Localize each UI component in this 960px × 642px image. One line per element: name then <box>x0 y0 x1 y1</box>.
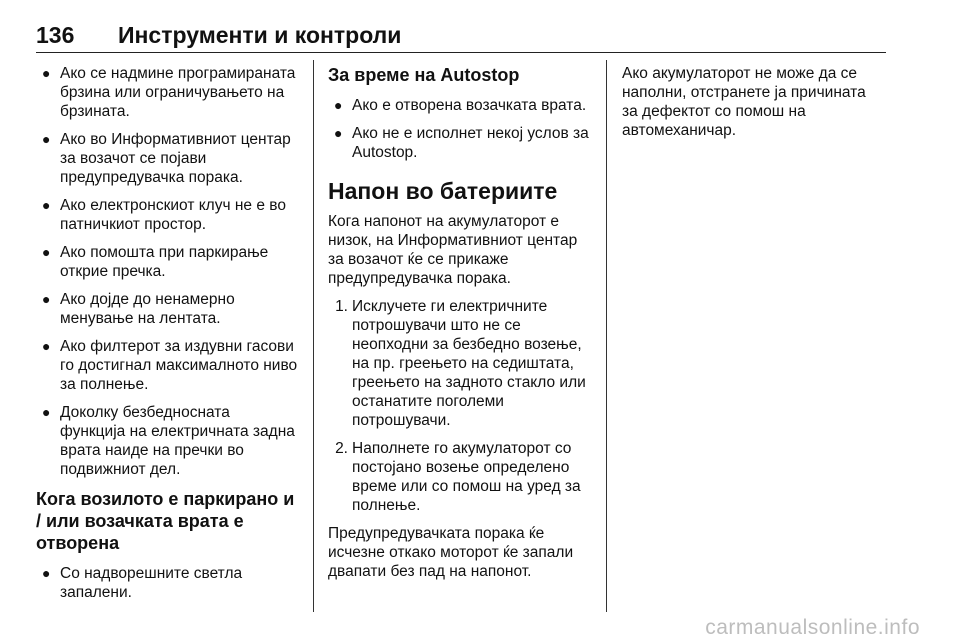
list-item: ● Ако филтерот за издувни гасови го достигнал максималното ниво за полнење. <box>42 338 298 393</box>
list-item: ● Ако не е исполнет некој услов за Autostop. <box>334 125 589 161</box>
list-item: ● Доколку безбедносната функција на електричната задна врата наиде на пречки во подвижниот дел. <box>42 404 295 478</box>
bullet-icon: ● <box>334 125 343 141</box>
column-middle <box>328 64 592 590</box>
subheading-autostop: За време на Autostop <box>328 65 520 85</box>
bullet-icon: ● <box>42 244 51 260</box>
section-heading-parked: Кога возилото е паркирано и / или возачката врата е отворена <box>36 489 295 553</box>
battery-intro: Кога напонот на акумулаторот е низок, на Информативниот центар за возачот ќе се прикаже предупредувачка порака. <box>328 213 578 287</box>
step-number: 2. <box>335 440 348 457</box>
list-item: ● Со надворешните светла запалени. <box>42 565 243 601</box>
bullet-icon: ● <box>42 131 51 147</box>
bullet-icon: ● <box>42 291 51 307</box>
battery-outro: Предупредувачката порака ќе исчезне откако моторот ќе запали двапати без пад на напонот. <box>328 525 574 580</box>
parked-list <box>36 564 298 602</box>
bullet-icon: ● <box>42 65 51 81</box>
list-item: ● Ако е отворена возачката врата. <box>334 97 587 114</box>
step-item: 1. Исклучете ги електричните потрошувачи што не се неопходни за безбедно возење, на пр. греењето на седиштата, греењето на задното стакло или останатите поголеми потрошувачи. <box>328 297 592 430</box>
autostop-list <box>328 96 592 162</box>
section-title-battery: Напон во батериите <box>328 178 558 204</box>
bullet-icon: ● <box>42 565 51 581</box>
list-item: ● Ако се надмине програмираната брзина или ограничувањето на брзината. <box>42 65 296 120</box>
bullet-icon: ● <box>42 404 51 420</box>
steps-list <box>328 297 592 515</box>
bullet-icon: ● <box>42 338 51 354</box>
column-divider <box>606 60 607 612</box>
chapter-title: Инструменти и контроли <box>118 22 402 48</box>
column-divider <box>313 60 314 612</box>
list-item: ● Ако помошта при паркирање открие пречка. <box>42 244 269 280</box>
battery-repair-note: Ако акумулаторот не може да се наполни, отстранете ја причината за дефектот со помош на автомеханичар. <box>622 65 866 139</box>
column-left <box>36 64 298 611</box>
column-right <box>622 64 884 149</box>
bullet-icon: ● <box>42 197 51 213</box>
list-item: ● Ако електронскиот клуч не е во патничкиот простор. <box>42 197 286 233</box>
list-item: ● Ако во Информативниот центар за возачот се појави предупредувачка порака. <box>42 131 291 186</box>
watermark: carmanualsonline.info <box>705 616 920 639</box>
page-number: 136 <box>36 22 75 48</box>
list-item: ● Ако дојде до ненамерно менување на лентата. <box>42 291 235 327</box>
bullet-icon: ● <box>334 97 343 113</box>
warning-list <box>36 64 298 479</box>
step-item: 2. Наполнете го акумулаторот со постојано возење определено време или со помош на уред за полнење. <box>328 439 592 515</box>
page-header <box>36 22 886 53</box>
step-number: 1. <box>335 298 348 315</box>
